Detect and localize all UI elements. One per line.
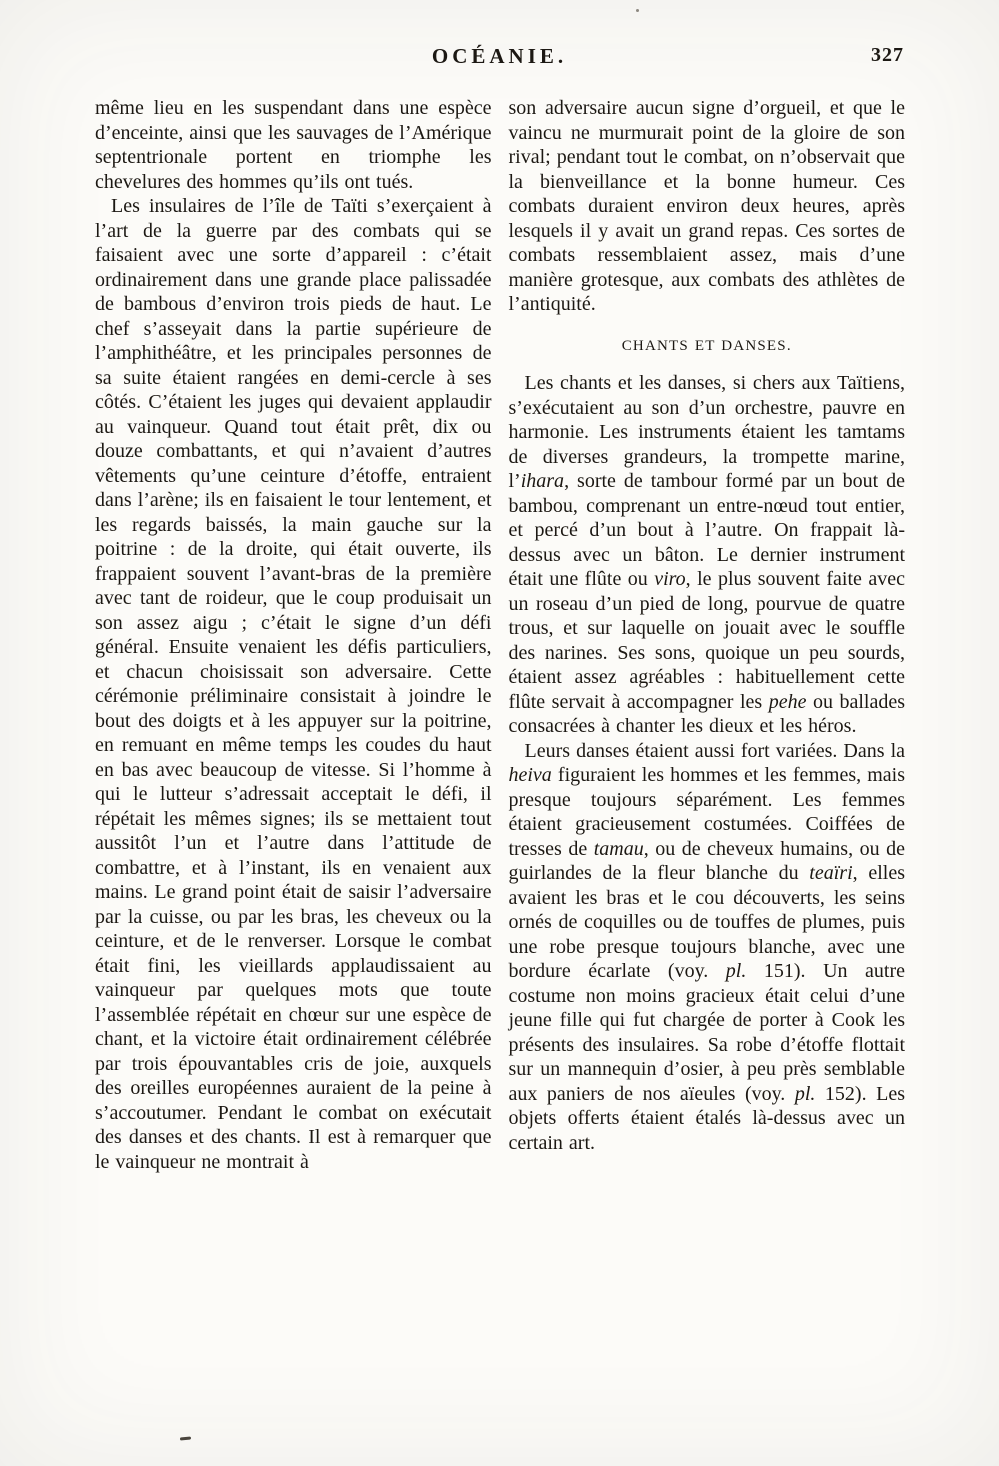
italic-term: pl. xyxy=(725,960,747,982)
text-run: , elles avaient les bras et le cou découverts, les seins ornés de coquilles ou de touffes de plumes, puis une robe presque toujours blanche, avec une bordure écarlate (voy. xyxy=(508,862,905,982)
text-run: , le plus souvent faite avec un roseau d’un pied de long, pourvue de quatre trous, et sur laquelle on jouait avec le souffle des narines. Ses sons, quoique un peu sourds, étaient assez agréables : habituellement cette flûte servait à accompagner les xyxy=(508,568,905,713)
scan-artifact xyxy=(180,1436,191,1440)
italic-term: pehe xyxy=(768,690,807,713)
text-run: ou ballades consacrées à chanter les dieux et les héros. xyxy=(508,690,906,737)
italic-term: tamau xyxy=(593,837,644,860)
text-run: , sorte de tambour formé par un bout de bambou, comprenant un entre-nœud tout entier, et percé d’un bout à l’autre. On frappait là-dessus avec un bâton. Le dernier instrument était une flûte ou xyxy=(508,470,905,590)
paragraph xyxy=(95,194,492,1174)
running-title: OCÉANIE. xyxy=(431,44,568,68)
paragraph xyxy=(95,96,492,194)
italic-term: pl. xyxy=(794,1082,816,1105)
paragraph xyxy=(509,739,906,1156)
section-heading: CHANTS ET DANSES. xyxy=(621,337,792,354)
paragraph xyxy=(509,371,906,739)
page-number: 327 xyxy=(871,44,904,66)
text-run: Leurs danses étaient aussi fort variées. Dans la xyxy=(524,739,905,762)
italic-term: viro xyxy=(654,568,686,590)
text-run: Les insulaires de l’île de Taïti s’exerçaient à l’art de la guerre par des combats qui se faisaient avec une sorte d’appareil : c’était ordinairement dans une grande place palissadée de bambous d’environ trois pieds de haut. Le chef s’asseyait dans la partie supérieure de l’amphithéâtre, et les principales personnes de sa suite étaient rangées en demi-cercle à ses côtés. C’étaient les juges qui devaient applaudir au vainqueur. Quand tout était prêt, dix ou douze combattants, et qui n’avaient d’autres vêtements qu’une ceinture d’étoffe, entraient dans l’arène; ils en faisaient le tour lentement, et les regards baissés, la main gauche sur la poitrine : de la droite, qui était ouverte, ils frappaient souvent l’avant-bras de la première avec tant de roideur, que le coup produisait un son assez aigu ; c’était le signe d’un défi général. Ensuite venaient les défis particuliers, et chacun choisissait son adversaire. Cette cérémonie préliminaire consistait à joindre le bout des doigts et à les appuyer sur la poitrine, en remuant en même temps les coudes du haut en bas avec beaucoup de vitesse. Si l’homme à qui le lutteur s’adressait acceptait le défi, il répétait les mêmes signes; ils se mettaient tout aussitôt l’un et l’autre dans l’attitude de combattre, et à l’instant, ils en venaient aux mains. Le grand point était de saisir l’adversaire par la cuisse, ou par les bras, les cheveux ou la ceinture, et de le renverser. Lorsque le combat était fini, les vieillards applaudissaient au vainqueur par quelques mots que toute l’assemblée répétait en chœur sur une espèce de chant, et la victoire était ordinairement célébrée par trois épouvantables cris de joie, auxquels des oreilles européennes auraient de la peine à s’accoutumer. Pendant le combat on exécutait des danses et des chants. Il est à remarquer que le vainqueur ne montrait à xyxy=(95,195,492,1173)
text-run: , ou de cheveux humains, ou de guirlandes de la fleur blanche du xyxy=(508,837,905,884)
right-column xyxy=(509,96,906,1174)
text-run: 151). Un autre costume non moins gracieux était celui d’une jeune fille qui fut chargée de porter à Cook les présents des insulaires. Sa robe d’étoffe flottait sur un mannequin d’osier, à peu près semblable aux paniers de nos aïeules (voy. xyxy=(508,960,906,1105)
italic-term: teaïri xyxy=(809,862,853,884)
text-run: Les chants et les danses, si chers aux Taïtiens, s’exécutaient au son d’un orchestre, pauvre en harmonie. Les instruments étaient les tamtams de diverses grandeurs, la trompette marine, l’ xyxy=(508,372,905,492)
italic-term: heiva xyxy=(508,764,552,786)
text-run: son adversaire aucun signe d’orgueil, et que le vaincu ne murmurait point de la gloire de son rival; pendant tout le combat, on n’observait que la bienveillance et la bonne humeur. Ces combats duraient environ deux heures, après lesquels il y avait un grand repas. Ces sortes de combats ressemblaient assez, mais d’une manière grotesque, aux combats des athlètes de l’antiquité. xyxy=(508,97,905,315)
text-columns xyxy=(0,74,999,1174)
page-header xyxy=(0,0,999,74)
paragraph xyxy=(509,96,906,317)
left-column xyxy=(95,96,492,1174)
text-run: 152). Les objets offerts étaient étalés là-dessus avec un certain art. xyxy=(508,1082,905,1154)
italic-term: ihara xyxy=(520,470,565,492)
text-run: même lieu en les suspendant dans une espèce d’enceinte, ainsi que les sauvages de l’Amérique septentrionale portent en triomphe les chevelures des hommes qu’ils ont tués. xyxy=(95,97,492,193)
text-run: figuraient les hommes et les femmes, mais presque toujours séparément. Les femmes étaient gracieusement costumées. Coiffées de tresses de xyxy=(508,764,905,860)
